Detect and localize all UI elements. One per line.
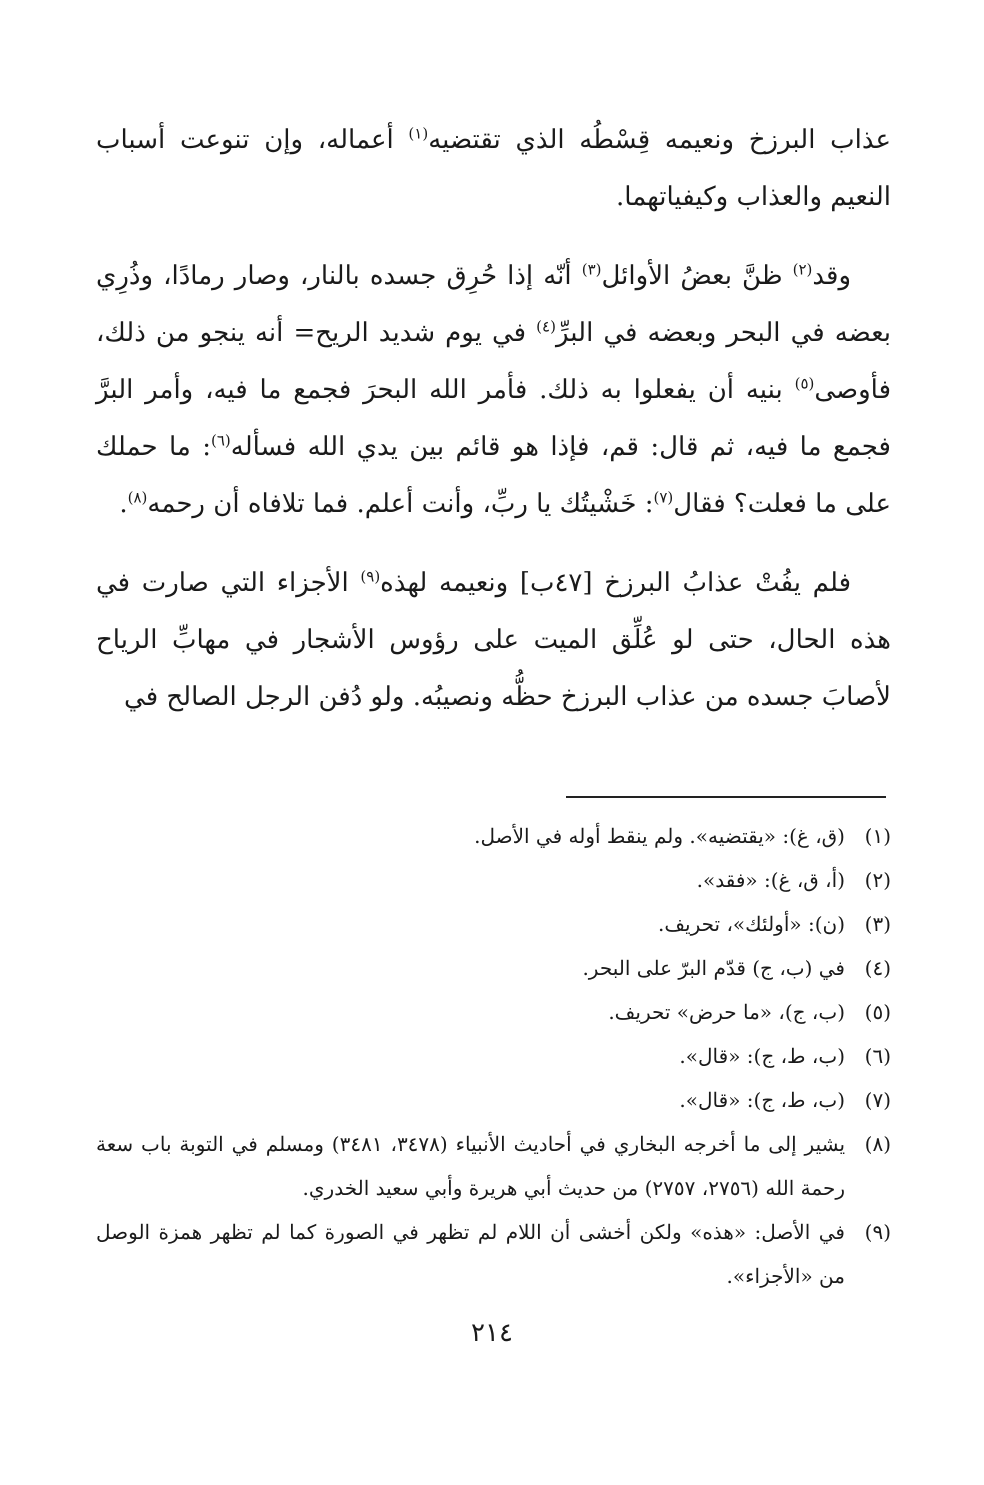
footnote [96,1034,891,1078]
footnote-number: (٦) [864,1044,891,1068]
footnote [96,1210,891,1298]
footnote-ref[interactable]: (٢) [792,260,813,279]
footnote [96,814,891,858]
footnote [96,990,891,1034]
footnote [96,902,891,946]
footnote-ref[interactable]: (٣) [581,260,602,279]
main-text [96,112,891,748]
footnote-number: (٥) [864,1000,891,1024]
footnote-text: (ب، ج)، «ما حرض» تحريف. [608,1000,845,1024]
footnotes [96,814,891,1298]
text-run: . [119,489,128,519]
footnote-ref[interactable]: (٥) [794,374,815,393]
footnote-ref[interactable]: (٤) [536,317,556,336]
footnote-ref[interactable]: (٧) [653,488,674,507]
paragraph-3 [96,555,891,726]
footnote-text: (ق، غ): «يقتضيه». ولم ينقط أوله في الأصل. [474,824,845,848]
paragraph-1 [96,112,891,226]
footnote-number: (٩) [864,1220,891,1244]
footnote-text: في (ب، ج) قدّم البرّ على البحر. [582,956,845,980]
footnote-text: يشير إلى ما أخرجه البخاري في أحاديث الأنبياء (٣٤٧٨، ٣٤٨١) ومسلم في التوبة باب سعة رحمة الله (٢٧٥٦، ٢٧٥٧) من حديث أبي هريرة وأبي سعيد الخدري. [96,1132,846,1200]
text-run: أنّه إذا حُرِق جسده بالنار، وصار رمادًا، وذُرِي بعضه في البحر وبعضه في البرِّ [96,261,891,348]
footnote-separator [566,796,886,798]
footnote-ref[interactable]: (٨) [127,488,148,507]
footnote-number: (١) [864,824,891,848]
text-run: ظنَّ بعضُ الأوائل [601,261,793,291]
page-number: ٢١٤ [471,1318,513,1348]
footnote-ref[interactable]: (٩) [360,567,381,586]
footnote [96,1122,891,1210]
footnote-number: (٣) [864,912,891,936]
text-run: عذاب البرزخ ونعيمه قِسْطُه الذي تقتضيه [428,125,891,155]
footnote [96,946,891,990]
text-run: بنيه أن يفعلوا به ذلك. فأمر الله البحرَ فجمع ما فيه، وأمر البرَّ فجمع ما فيه، ثم قال: قم، فإذا هو قائم بين يدي الله فسأله [96,375,891,462]
footnote-ref[interactable]: (١) [408,124,429,143]
footnote-text: (ب، ط، ج): «قال». [679,1044,845,1068]
paragraph-2 [96,248,891,533]
footnote-text: في الأصل: «هذه» ولكن أخشى أن اللام لم تظهر في الصورة كما لم تظهر همزة الوصل من «الأجزاء». [96,1220,845,1288]
footnote-text: (ب، ط، ج): «قال». [679,1088,845,1112]
footnote [96,858,891,902]
text-run: : خَشْيتُك يا ربِّ، وأنت أعلم. فما تلافاه أن رحمه [147,489,654,519]
text-run: : ما حملك على ما فعلت؟ فقال [96,432,891,519]
text-run: أعماله، وإن تنوعت أسباب النعيم والعذاب وكيفياتهما. [96,125,891,212]
footnote-number: (٨) [864,1132,891,1156]
text-run: الأجزاء التي صارت في هذه الحال، حتى لو عُلِّق الميت على رؤوس الأشجار في مهابِّ الرياح لأصابَ جسده من عذاب البرزخ حظُّه ونصيبُه. ولو دُفن الرجل الصالح في [96,568,891,712]
text-run: في يوم شديد الريح= أنه ينجو من ذلك، فأوصى [96,318,892,405]
footnote-text: (أ، ق، غ): «فقد». [696,868,845,892]
footnote [96,1078,891,1122]
footnote-ref[interactable]: (٦) [211,431,231,450]
footnote-text: (ن): «أولئك»، تحريف. [657,912,845,936]
footnote-number: (٤) [864,956,891,980]
footnote-number: (٢) [864,868,891,892]
text-run: وقد [812,261,852,291]
text-run: فلم يفُتْ عذابُ البرزخ [٤٧ب] ونعيمه لهذه [380,568,851,598]
footnote-number: (٧) [864,1088,891,1112]
